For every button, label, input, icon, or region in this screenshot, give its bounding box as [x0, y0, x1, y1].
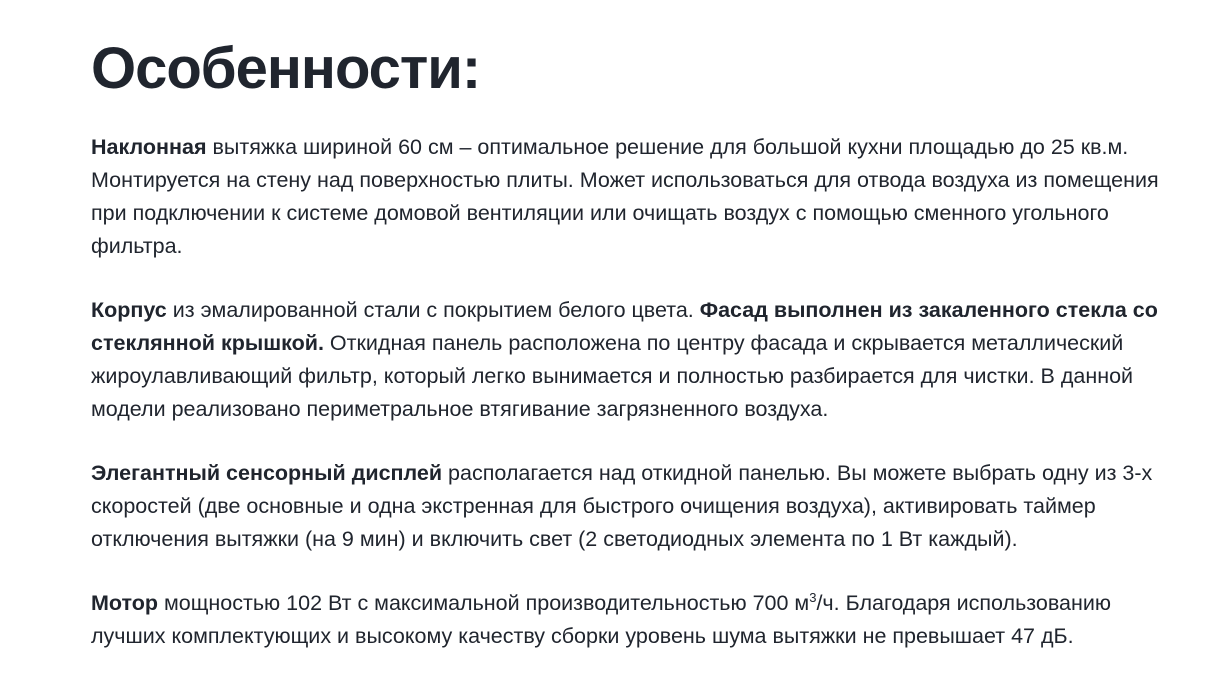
- paragraph-motor-superscript: 3: [809, 589, 817, 605]
- paragraph-hood-type-body: вытяжка шириной 60 см – оптимальное решение для большой кухни площадью до 25 кв.м. Монтируется на стену над поверхностью плиты. Может использоваться для отвода воздуха из помещения при подключении к системе домовой вентиляции или очищать воздух с помощью сменного угольного фильтра.: [91, 134, 1159, 258]
- paragraph-body-facade: [91, 294, 1171, 426]
- paragraph-motor-lead: Мотор: [91, 590, 159, 615]
- paragraph-hood-type: [91, 131, 1171, 263]
- paragraph-body-facade-text-3: Откидная панель расположена по центру фасада и скрывается металлический жироулавливающий фильтр, который легко вынимается и полностью разбирается для чистки. В данной модели реализовано периметральное втягивание загрязненного воздуха.: [91, 330, 1134, 421]
- paragraph-hood-type-lead: Наклонная: [91, 134, 207, 159]
- paragraph-motor-text-1: мощностью 102 Вт с максимальной производительностью 700 м: [158, 590, 810, 615]
- paragraph-display: [91, 457, 1171, 556]
- paragraph-display-body: располагается над откидной панелью. Вы можете выбрать одну из 3-х скоростей (две основные и одна экстренная для быстрого очищения воздуха), активировать таймер отключения вытяжки (на 9 мин) и включить свет (2 светодиодных элемента по 1 Вт каждый).: [91, 460, 1153, 551]
- paragraph-display-lead: Элегантный сенсорный дисплей: [91, 460, 443, 485]
- paragraph-body-facade-bold-2: Фасад выполнен из закаленного стекла со стеклянной крышкой.: [91, 297, 1158, 355]
- paragraph-motor: [91, 587, 1171, 653]
- page-title: Особенности:: [91, 36, 481, 101]
- paragraph-motor-text-3: /ч. Благодаря использованию лучших комплектующих и высокому качеству сборки уровень шума вытяжки не превышает 47 дБ.: [91, 590, 1111, 648]
- paragraph-body-facade-lead: Корпус: [91, 297, 167, 322]
- paragraph-body-facade-text-1: из эмалированной стали с покрытием белого цвета.: [166, 297, 700, 322]
